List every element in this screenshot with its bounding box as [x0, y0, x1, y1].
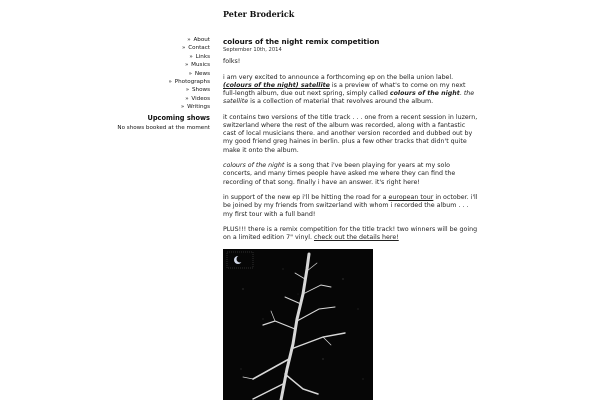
bullet-icon: » — [187, 37, 191, 43]
nav-item-contact[interactable] — [90, 44, 210, 52]
song-cover-image[interactable] — [223, 249, 373, 400]
bullet-icon: » — [180, 104, 185, 111]
tree-photo — [223, 249, 373, 400]
nav-item-writings[interactable] — [90, 103, 210, 111]
post-paragraph — [223, 194, 478, 219]
nav-item-photographs[interactable] — [90, 78, 210, 86]
post-title[interactable]: colours of the night remix competition — [223, 37, 380, 46]
site-title[interactable]: Peter Broderick — [223, 9, 295, 19]
nav-item-label: Writings — [187, 104, 210, 111]
nav-item-shows[interactable] — [90, 86, 210, 94]
main-nav — [90, 36, 210, 112]
post-text: is a song that i've been playing for years at my solo concerts, and many times people have asked me where they can find the recording of that song. finally i have an answer. it's right here! — [223, 162, 456, 186]
nav-item-about[interactable] — [90, 36, 210, 44]
nav-item-label: Musics — [191, 62, 210, 69]
ep-title: the satellite — [223, 90, 475, 106]
bullet-icon: » — [168, 79, 172, 86]
post-text: in october. i'll be joined by my friends from switzerland with whom i recorded the album . . . my first tour with a full band! — [223, 194, 478, 218]
bullet-icon: » — [185, 95, 189, 102]
post-text: . — [459, 90, 462, 97]
nav-item-label: About — [193, 37, 210, 43]
song-title: colours of the night — [223, 162, 285, 170]
upcoming-shows-heading: Upcoming shows — [147, 114, 210, 122]
blog-post — [223, 37, 478, 266]
european-tour-link[interactable]: european tour — [388, 194, 434, 202]
nav-item-label: News — [194, 70, 210, 77]
nav-item-label: Contact — [188, 45, 210, 52]
album-title: colours of the night — [389, 90, 460, 97]
nav-item-label: Videos — [191, 95, 210, 102]
nav-item-musics[interactable] — [90, 61, 210, 69]
bullet-icon: » — [182, 45, 186, 52]
nav-item-links[interactable] — [90, 53, 210, 61]
upcoming-shows-empty: No shows booked at the moment — [117, 125, 210, 131]
post-text: folks! — [223, 58, 241, 65]
nav-item-news[interactable] — [90, 70, 210, 78]
bullet-icon: » — [185, 87, 190, 94]
post-paragraph — [223, 74, 478, 107]
post-date: September 10th, 2014 — [223, 47, 282, 53]
post-text: PLUS!!! there is a remix competition for the title track! two winners will be going on a limited edition 7" vinyl. — [223, 226, 478, 242]
bullet-icon: » — [184, 62, 189, 69]
post-text: in support of the new ep i'll be hitting the road for a — [223, 194, 389, 202]
post-text: i am very excited to announce a forthcoming ep on the bella union label. — [223, 73, 454, 81]
post-paragraph — [223, 114, 478, 155]
bullet-icon: » — [188, 70, 193, 77]
nav-item-videos[interactable] — [90, 95, 210, 103]
nav-item-label: Photographs — [174, 79, 210, 86]
nav-item-label: Links — [195, 53, 210, 60]
remix-details-link[interactable]: check out the details here! — [313, 234, 399, 242]
post-text: is a collection of material that revolves around the album. — [248, 98, 434, 106]
bullet-icon: » — [189, 53, 193, 60]
satellite-link[interactable]: (colours of the night) satellite — [223, 81, 330, 89]
upcoming-shows — [70, 114, 210, 132]
post-text: is a preview of what's to come on my next full-length album, due out next spring, simply called — [223, 81, 466, 97]
nav-item-label: Shows — [191, 87, 210, 94]
post-paragraph — [223, 58, 478, 66]
post-paragraph — [223, 162, 478, 187]
post-paragraph — [223, 226, 478, 242]
post-text: it contains two versions of the title track . . . one from a recent session in luzern, switzerland where the rest of the album was recorded, along with a fantastic cast of local musicians there. and another version recorded and dubbed out by my good friend greg haines in berlin. plus a few other tracks that didn't quite make it onto the album. — [223, 113, 478, 154]
post-body — [223, 58, 478, 258]
